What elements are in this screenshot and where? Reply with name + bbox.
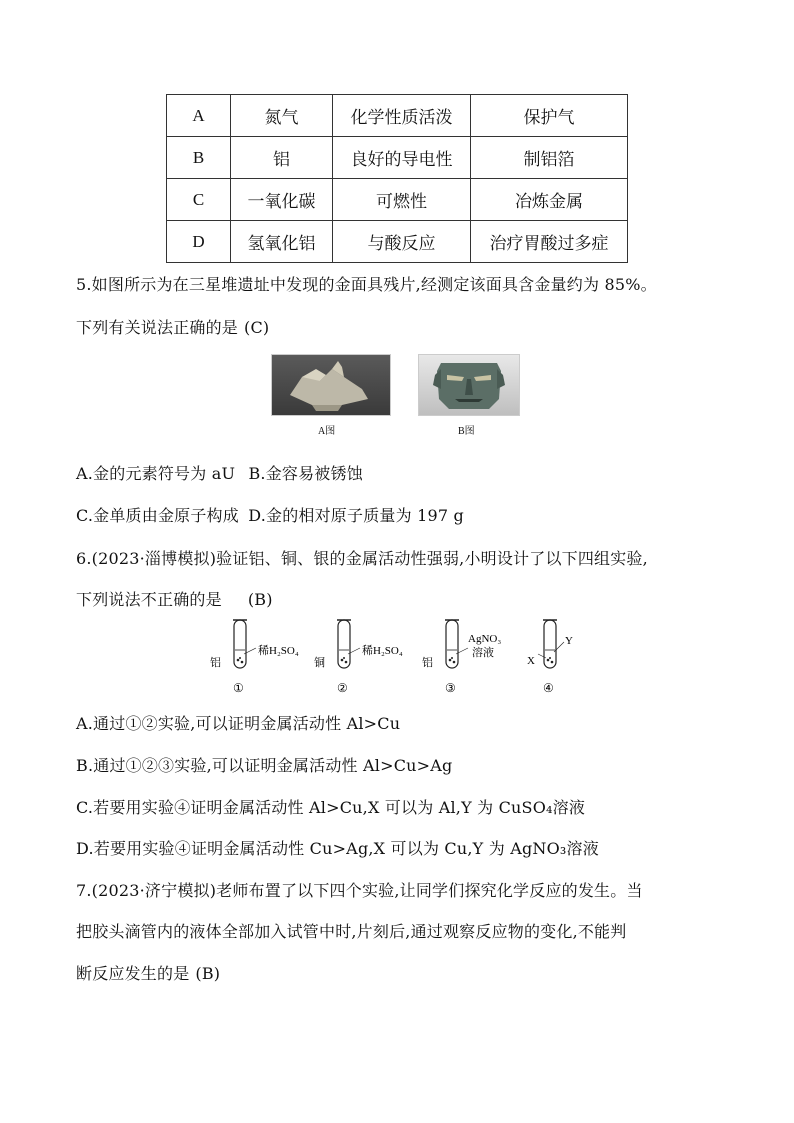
q5-options-row1	[76, 461, 363, 484]
tube-4-left-label: X	[527, 655, 535, 667]
q7-line3	[76, 961, 220, 984]
q6-option-b: B.通过①②③实验,可以证明金属活动性 Al>Cu>Ag	[76, 756, 453, 775]
table-row	[167, 179, 628, 221]
table-cell: 良好的导电性	[333, 137, 471, 179]
gold-mask-fragment-image	[271, 354, 391, 416]
q6-answer: (B)	[247, 590, 273, 609]
tube-2-left-label: 铜	[314, 657, 325, 669]
q7-line2: 把胶头滴管内的液体全部加入试管中时,片刻后,通过观察反应物的变化,不能判	[76, 922, 627, 941]
test-tube-4	[527, 620, 573, 695]
table-cell: 与酸反应	[333, 221, 471, 263]
table-cell: D	[167, 221, 231, 263]
tube-4-right-label: Y	[565, 635, 573, 647]
q7-answer: (B)	[195, 964, 221, 983]
figure-b-caption: B图	[458, 426, 475, 437]
tube-2-number: ②	[337, 681, 348, 695]
table-cell: 治疗胃酸过多症	[471, 221, 628, 263]
q6-option-d: D.若要用实验④证明金属活动性 Cu>Ag,X 可以为 Cu,Y 为 AgNO₃溶液	[76, 839, 599, 858]
q5-option-c: C.金单质由金原子构成	[76, 506, 239, 525]
tube-3-right-label: AgNO₃	[468, 633, 502, 645]
table-cell: 铝	[231, 137, 333, 179]
table-cell: 保护气	[471, 95, 628, 137]
table-cell: C	[167, 179, 231, 221]
q6-line1: 6.(2023·淄博模拟)验证铝、铜、银的金属活动性强弱,小明设计了以下四组实验,	[76, 549, 648, 568]
q6-stem: 下列说法不正确的是	[76, 590, 222, 609]
test-tube-experiments-diagram	[200, 614, 580, 698]
q6-line2	[76, 587, 273, 610]
q6-option-a: A.通过①②实验,可以证明金属活动性 Al>Cu	[76, 714, 401, 733]
q5-options-row2	[76, 503, 464, 526]
tube-3-number: ③	[445, 681, 456, 695]
table-cell: 可燃性	[333, 179, 471, 221]
table-cell: A	[167, 95, 231, 137]
table-cell: B	[167, 137, 231, 179]
q7-stem: 断反应发生的是	[76, 964, 190, 983]
tube-4-number: ④	[543, 681, 554, 695]
tube-2-right-label: 稀H₂SO₄	[362, 645, 403, 657]
test-tube-2	[314, 620, 403, 695]
table-row	[167, 137, 628, 179]
table-cell: 一氧化碳	[231, 179, 333, 221]
tube-3-right-label-2: 溶液	[472, 647, 494, 659]
q5-option-a: A.金的元素符号为 aU	[76, 464, 236, 483]
table-cell: 冶炼金属	[471, 179, 628, 221]
properties-table	[166, 94, 628, 263]
q5-option-d: D.金的相对原子质量为 197 g	[248, 506, 464, 525]
table-cell: 化学性质活泼	[333, 95, 471, 137]
figure-a-caption: A图	[318, 426, 336, 437]
test-tube-1	[210, 620, 299, 695]
q5-option-b: B.金容易被锈蚀	[248, 464, 363, 483]
table-cell: 氢氧化铝	[231, 221, 333, 263]
tube-1-number: ①	[233, 681, 244, 695]
q5-line2	[76, 315, 269, 338]
q5-stem: 下列有关说法正确的是	[76, 318, 239, 337]
tube-3-left-label: 铝	[422, 657, 433, 669]
q7-line1: 7.(2023·济宁模拟)老师布置了以下四个实验,让同学们探究化学反应的发生。当	[76, 881, 643, 900]
bronze-mask-image	[418, 354, 520, 416]
table-row	[167, 95, 628, 137]
q5-answer: (C)	[244, 318, 270, 337]
tube-1-right-label: 稀H₂SO₄	[258, 645, 299, 657]
tube-1-left-label: 铝	[210, 657, 221, 669]
table-cell: 氮气	[231, 95, 333, 137]
q6-option-c: C.若要用实验④证明金属活动性 Al>Cu,X 可以为 Al,Y 为 CuSO₄溶液	[76, 798, 586, 817]
test-tube-3	[422, 620, 501, 695]
q5-line1: 5.如图所示为在三星堆遗址中发现的金面具残片,经测定该面具含金量约为 85%。	[76, 275, 657, 294]
table-cell: 制铝箔	[471, 137, 628, 179]
table-row	[167, 221, 628, 263]
